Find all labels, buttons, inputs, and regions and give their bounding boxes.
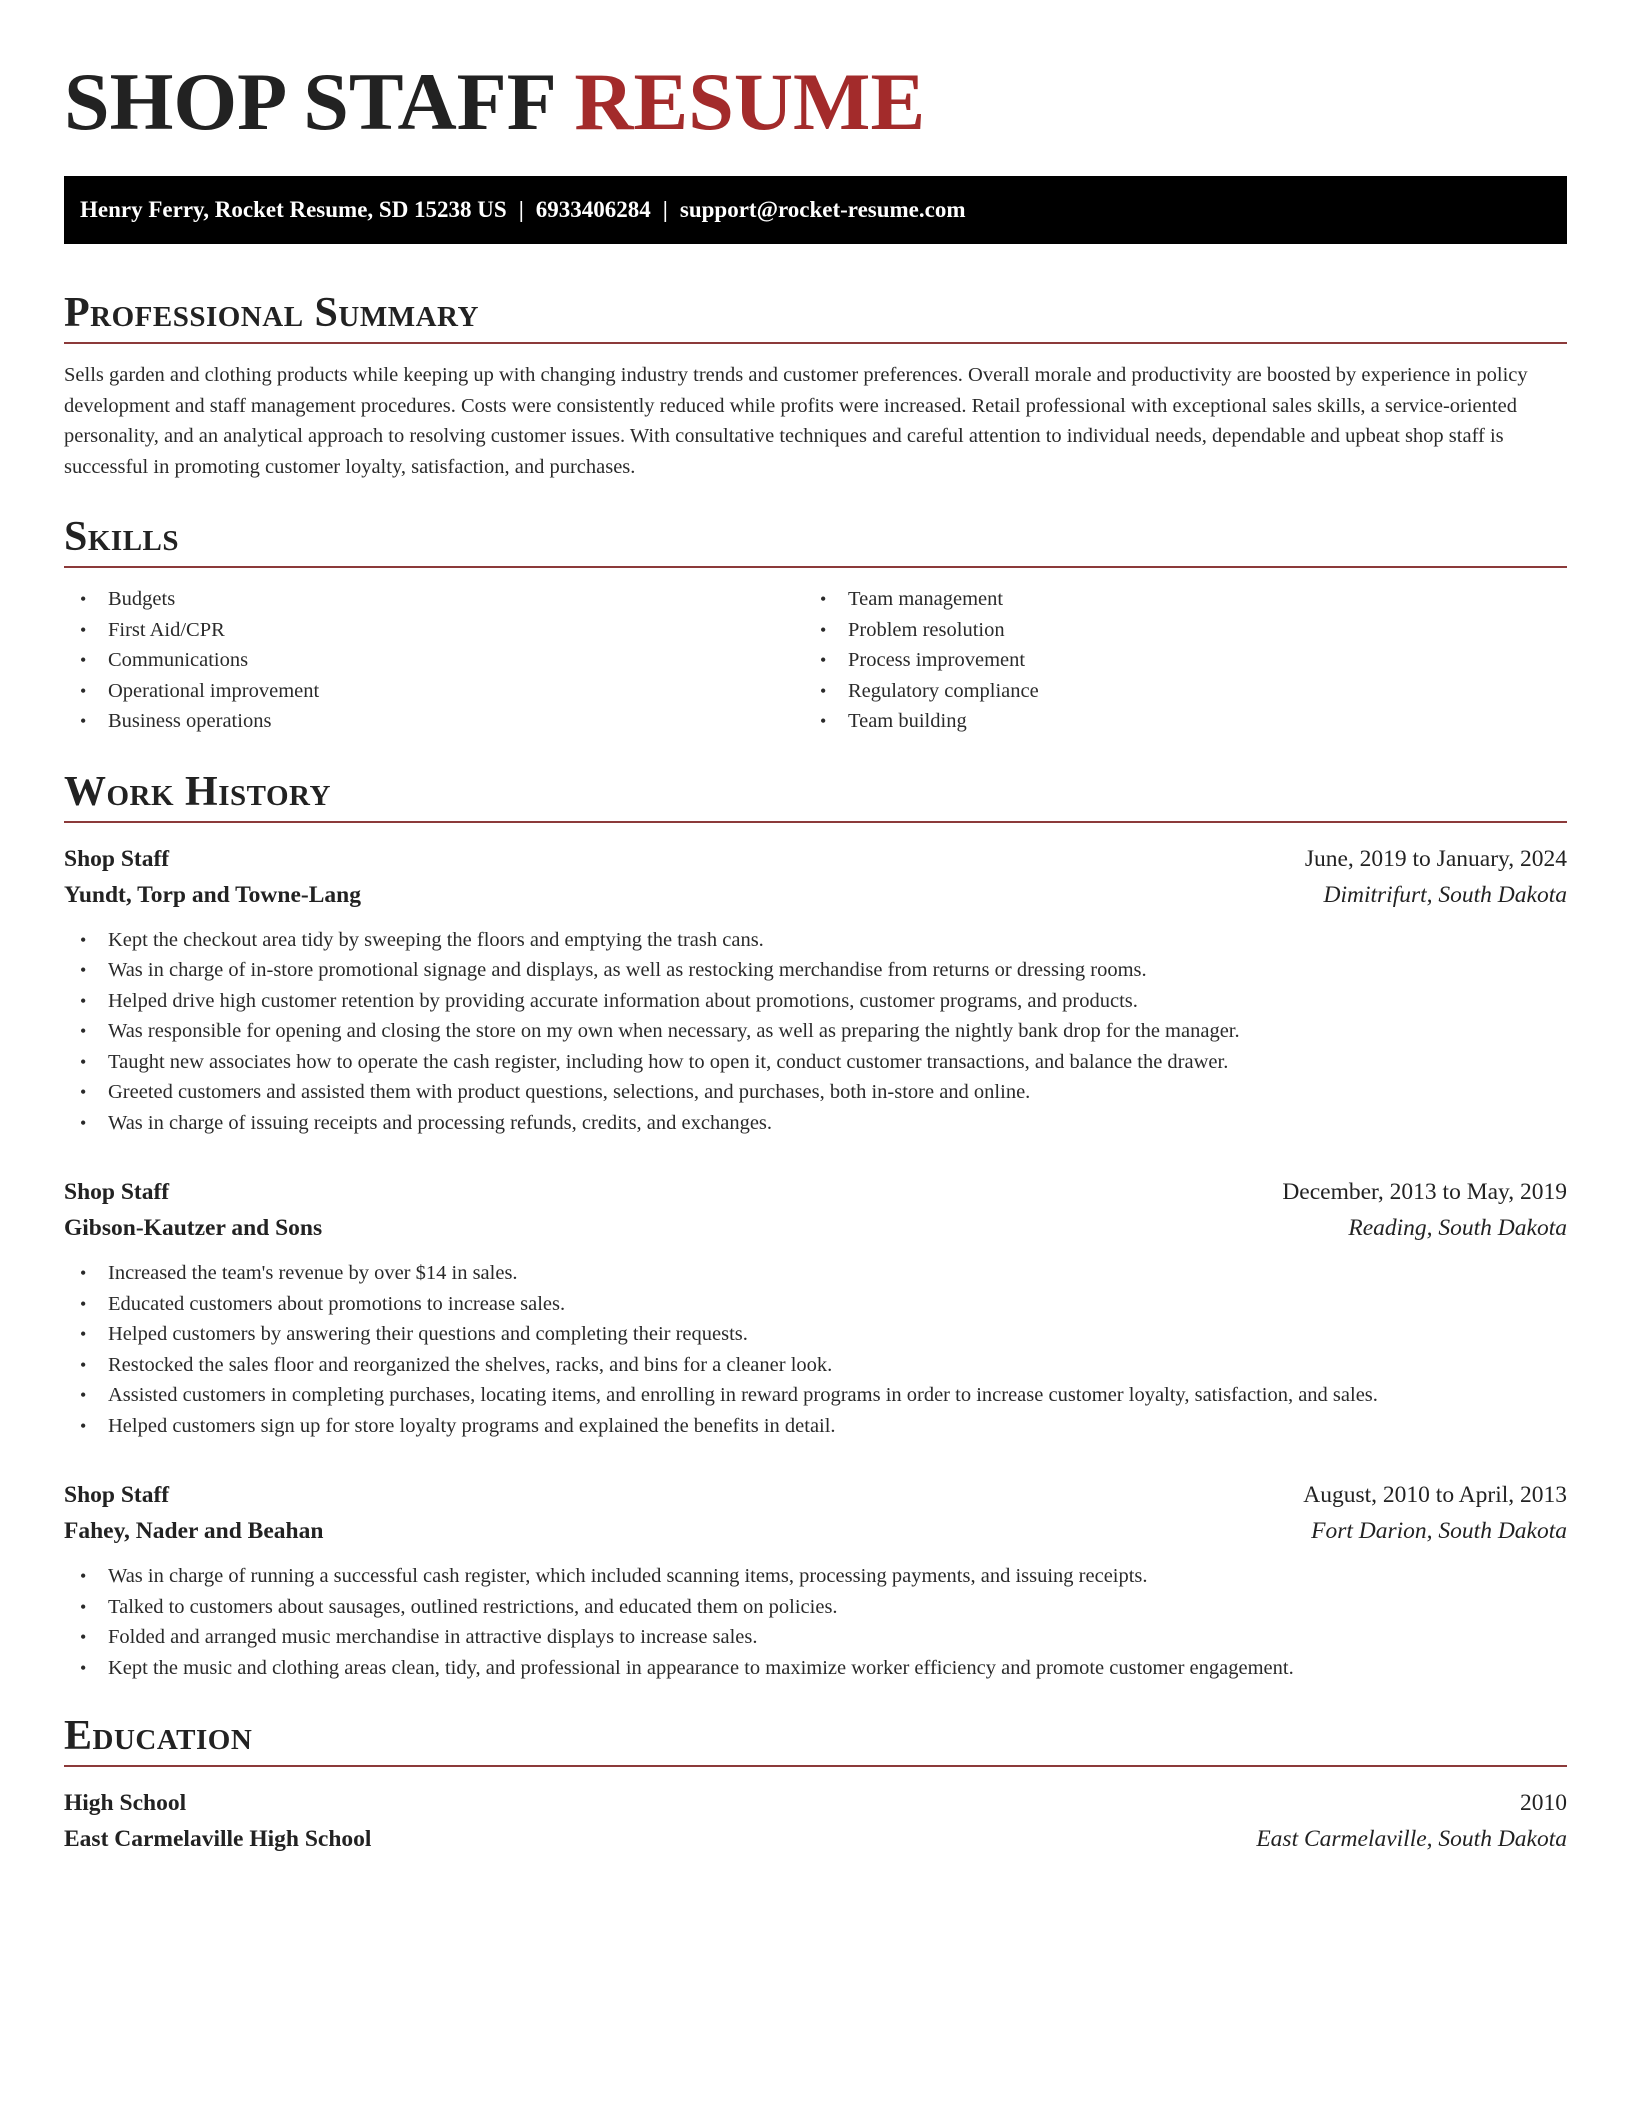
bullet-icon: • bbox=[820, 650, 827, 670]
contact-email[interactable]: support@rocket-resume.com bbox=[679, 197, 966, 222]
job-location: Reading, South Dakota bbox=[1348, 1215, 1567, 1241]
bullet-icon: • bbox=[80, 1415, 87, 1436]
job-duty bbox=[64, 1380, 1567, 1411]
bullet-icon: • bbox=[80, 1051, 87, 1072]
bullet-icon: • bbox=[80, 711, 87, 731]
job-duty-text: Helped customers sign up for store loyalty programs and explained the benefits in detail. bbox=[108, 1414, 836, 1437]
job-duty-text: Increased the team's revenue by over $14 in sales. bbox=[108, 1262, 518, 1284]
bullet-icon: • bbox=[80, 1385, 87, 1405]
job-duty-text: Greeted customers and assisted them with product questions, selections, and purchases, both in-store and online. bbox=[108, 1081, 1031, 1103]
job-duty-text: Kept the music and clothing areas clean, tidy, and professional in appearance to maximize worker efficiency and promote customer engagement. bbox=[108, 1656, 1294, 1679]
contact-address: Henry Ferry, Rocket Resume, SD 15238 US bbox=[80, 197, 507, 222]
skills-list bbox=[64, 584, 1567, 737]
job-company: Yundt, Torp and Towne-Lang bbox=[64, 881, 361, 908]
job-duty-text: Restocked the sales floor and reorganized the shelves, racks, and bins for a cleaner look. bbox=[108, 1353, 833, 1376]
job-duty bbox=[64, 1411, 1567, 1442]
job-duty bbox=[64, 1561, 1567, 1592]
bullet-icon: • bbox=[80, 1354, 87, 1375]
bullet-icon: • bbox=[80, 960, 87, 980]
skill-item-text: Budgets bbox=[108, 588, 176, 610]
skill-item-text: Business operations bbox=[108, 710, 272, 732]
education-year: 2010 bbox=[1520, 1790, 1567, 1816]
resume-title bbox=[64, 0, 1567, 148]
bullet-icon: • bbox=[80, 1657, 87, 1678]
job-location: Dimitrifurt, South Dakota bbox=[1323, 881, 1567, 908]
job-duty-text: Folded and arranged music merchandise in attractive displays to increase sales. bbox=[108, 1626, 758, 1648]
skill-item bbox=[64, 615, 804, 646]
job-entry bbox=[64, 841, 1567, 1139]
contact-separator: | bbox=[518, 197, 524, 222]
job-duty-text: Talked to customers about sausages, outlined restrictions, and educated them on policies. bbox=[108, 1595, 838, 1618]
job-header-row bbox=[64, 841, 1567, 877]
bullet-icon: • bbox=[820, 619, 827, 640]
contact-bar bbox=[64, 176, 1567, 244]
title-accent: RESUME bbox=[574, 56, 926, 147]
summary-text: Sells garden and clothing products while keeping up with changing industry trends and customer preferences. Overall morale and productivity are boosted by experience in policy development and staff management procedures. Costs were consistently reduced while profits were increased. Retail professional with exceptional sales skills, a service-oriented personality, and an analytical approach to resolving customer issues. With consultative techniques and careful attention to individual needs, dependable and upbeat shop staff is successful in promoting customer loyalty, satisfaction, and purchases. bbox=[64, 364, 1528, 478]
bullet-icon: • bbox=[80, 1263, 87, 1283]
job-duty-text: Was in charge of in-store promotional signage and displays, as well as restocking merchandise from returns or dressing rooms. bbox=[108, 959, 1147, 981]
job-duty-text: Was in charge of running a successful cash register, which included scanning items, processing payments, and issuing receipts. bbox=[108, 1565, 1148, 1587]
skill-item bbox=[64, 645, 804, 676]
job-title: Shop Staff bbox=[64, 1179, 170, 1205]
job-duties bbox=[64, 925, 1567, 1139]
skill-item-text: Regulatory compliance bbox=[848, 679, 1039, 702]
bullet-icon: • bbox=[80, 650, 87, 670]
resume-page bbox=[64, 0, 1567, 1857]
job-location: Fort Darion, South Dakota bbox=[1311, 1518, 1567, 1544]
job-duties bbox=[64, 1258, 1567, 1441]
job-company-row bbox=[64, 1210, 1567, 1246]
bullet-icon: • bbox=[80, 1112, 87, 1133]
job-duty-text: Helped drive high customer retention by providing accurate information about promotions, customer programs, and products. bbox=[108, 989, 1138, 1012]
summary-heading: Professional Summary bbox=[64, 284, 1567, 344]
education-entry bbox=[64, 1785, 1567, 1857]
contact-separator: | bbox=[662, 197, 668, 222]
job-title: Shop Staff bbox=[64, 1482, 170, 1508]
job-duty bbox=[64, 1289, 1567, 1320]
bullet-icon: • bbox=[80, 1324, 87, 1344]
job-duty bbox=[64, 1077, 1567, 1108]
skill-item-text: Process improvement bbox=[848, 649, 1026, 671]
education-degree: High School bbox=[64, 1790, 187, 1816]
skill-item-text: Operational improvement bbox=[108, 679, 320, 702]
job-duty bbox=[64, 955, 1567, 986]
job-company-row bbox=[64, 1513, 1567, 1549]
skill-item-text: Team management bbox=[848, 588, 1004, 610]
job-duty-text: Was in charge of issuing receipts and processing refunds, credits, and exchanges. bbox=[108, 1111, 773, 1134]
bullet-icon: • bbox=[80, 589, 87, 609]
education-row-2 bbox=[64, 1821, 1567, 1857]
job-duty-text: Was responsible for opening and closing the store on my own when necessary, as well as preparing the nightly bank drop for the manager. bbox=[108, 1020, 1240, 1042]
skill-item-text: Team building bbox=[848, 710, 967, 732]
job-duties bbox=[64, 1561, 1567, 1683]
job-duty bbox=[64, 1108, 1567, 1139]
job-duty-text: Educated customers about promotions to increase sales. bbox=[108, 1292, 566, 1315]
skill-item bbox=[64, 706, 804, 737]
job-dates: August, 2010 to April, 2013 bbox=[1303, 1482, 1567, 1508]
skill-item bbox=[804, 584, 1544, 615]
skill-item bbox=[804, 615, 1544, 646]
job-entry bbox=[64, 1174, 1567, 1441]
job-dates: June, 2019 to January, 2024 bbox=[1304, 845, 1567, 872]
job-duty bbox=[64, 1592, 1567, 1623]
job-duty-text: Taught new associates how to operate the cash register, including how to open it, conduct customer transactions, and balance the drawer. bbox=[108, 1050, 1229, 1073]
education-heading: Education bbox=[64, 1707, 1567, 1767]
job-company: Fahey, Nader and Beahan bbox=[64, 1518, 324, 1544]
job-header-row bbox=[64, 1477, 1567, 1513]
skill-item-text: First Aid/CPR bbox=[108, 618, 225, 641]
job-duty bbox=[64, 925, 1567, 956]
job-duty-text: Assisted customers in completing purchases, locating items, and enrolling in reward programs in order to increase customer loyalty, satisfaction, and sales. bbox=[108, 1384, 1378, 1406]
bullet-icon: • bbox=[820, 680, 827, 701]
job-duty bbox=[64, 1622, 1567, 1653]
bullet-icon: • bbox=[80, 1627, 87, 1647]
job-company: Gibson-Kautzer and Sons bbox=[64, 1215, 323, 1241]
job-duty bbox=[64, 1047, 1567, 1078]
bullet-icon: • bbox=[80, 1566, 87, 1586]
bullet-icon: • bbox=[80, 929, 87, 950]
job-company-row bbox=[64, 877, 1567, 913]
skill-item bbox=[804, 676, 1544, 707]
skill-item bbox=[64, 584, 804, 615]
work-history-heading: Work History bbox=[64, 763, 1567, 823]
job-duty bbox=[64, 986, 1567, 1017]
bullet-icon: • bbox=[80, 1596, 87, 1617]
education-row-1 bbox=[64, 1785, 1567, 1821]
contact-phone: 6933406284 bbox=[535, 197, 651, 222]
bullet-icon: • bbox=[80, 1293, 87, 1314]
job-duty bbox=[64, 1653, 1567, 1684]
skill-item bbox=[64, 676, 804, 707]
job-duty bbox=[64, 1016, 1567, 1047]
job-duty bbox=[64, 1350, 1567, 1381]
bullet-icon: • bbox=[820, 711, 827, 731]
job-dates: December, 2013 to May, 2019 bbox=[1282, 1179, 1567, 1205]
bullet-icon: • bbox=[820, 589, 827, 609]
bullet-icon: • bbox=[80, 1082, 87, 1102]
job-duty-text: Kept the checkout area tidy by sweeping the floors and emptying the trash cans. bbox=[108, 928, 764, 951]
work-history-list bbox=[64, 841, 1567, 1684]
education-school: East Carmelaville High School bbox=[64, 1826, 372, 1852]
education-location: East Carmelaville, South Dakota bbox=[1256, 1826, 1567, 1852]
skill-item-text: Communications bbox=[108, 649, 249, 671]
bullet-icon: • bbox=[80, 619, 87, 640]
job-header-row bbox=[64, 1174, 1567, 1210]
job-duty bbox=[64, 1319, 1567, 1350]
skill-item bbox=[804, 645, 1544, 676]
job-duty-text: Helped customers by answering their questions and completing their requests. bbox=[108, 1323, 748, 1345]
skills-column-left bbox=[64, 584, 804, 737]
job-entry bbox=[64, 1477, 1567, 1683]
skills-heading: Skills bbox=[64, 508, 1567, 568]
skills-column-right bbox=[804, 584, 1544, 737]
bullet-icon: • bbox=[80, 1021, 87, 1041]
job-duty bbox=[64, 1258, 1567, 1289]
bullet-icon: • bbox=[80, 990, 87, 1011]
skill-item-text: Problem resolution bbox=[848, 618, 1005, 641]
title-main: SHOP STAFF bbox=[64, 56, 554, 147]
bullet-icon: • bbox=[80, 680, 87, 701]
job-title: Shop Staff bbox=[64, 845, 170, 872]
skill-item bbox=[804, 706, 1544, 737]
